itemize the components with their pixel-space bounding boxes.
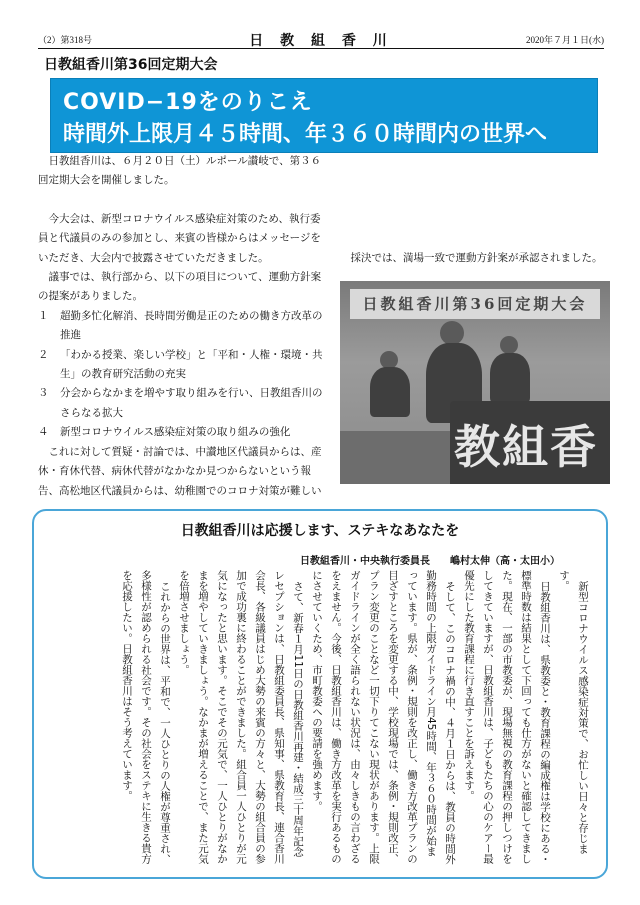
headline-banner — [50, 78, 598, 153]
issue-date: 2020年７月１日(水) — [526, 35, 604, 45]
agenda-item-number: ２ — [38, 348, 49, 361]
agenda-item — [38, 384, 328, 423]
event-title: 日教組香川第36回定期大会 — [44, 57, 218, 73]
person-head — [500, 336, 518, 354]
message-paragraph: そして、このコロナ禍の中、４月１日からは、教員の時間外勤務時間の上限ガイドライン月45時間、年３６０時間が始まっています。県が、条例・規則を改正し、働き方改革プランの目ざすところを変更する中、学校現場では、条例・規則改正、プラン変更のことなど一切下りてこない現状があります。上限ガイドラインが全く語られない状況は、由々しきもの言わざるをえません。今後、日教組香川は、働き方改革を実行あるものにさせていくため、市町教委への要請を強めます。 — [311, 570, 456, 864]
agenda-item-text: 新型コロナウイルス感染症対策の取り組みの強化 — [60, 426, 291, 439]
agenda-item-text: 超勤多忙化解消、長時間労働是正のための働き方改革の推進 — [60, 309, 323, 342]
message-title: 日教組香川は応援します、ステキなあなたを — [180, 523, 460, 539]
photo-union-banner — [450, 401, 610, 484]
message-paragraph: 日教組香川は、県教委と・教育課程の編成権は学校にある・標準時数は結果として下回っても仕方がないと確認してきました。現在、一部の市教委が、現場無視の教育課程の押しつけをしてきていますが、日教組香川は、子どもたちの心のケアー最優先にした教育課程に行き直すことを訴えます。 — [463, 570, 551, 864]
agenda-item — [38, 423, 328, 442]
agenda-item — [38, 346, 328, 385]
person-figure — [490, 353, 530, 403]
photo-banner-text: 教組香 — [454, 420, 598, 474]
convention-photo — [340, 281, 610, 484]
message-paragraph: これからの世界は、平和で、一人ひとりの人権が尊重され、多様性が認められる社会です。その社会をステキに生きる貴方を応援したい。日教組香川はそう考えています。 — [121, 570, 171, 864]
agenda-item — [38, 307, 328, 346]
person-figure — [370, 367, 410, 417]
article-paragraph-closing: 採決では、満場一致で運動方針案が承認されました。 — [350, 252, 603, 264]
article-column-right — [340, 152, 610, 268]
headline-line-1: COVID−19をのりこえ — [63, 90, 313, 115]
issue-number: （2）第318号 — [38, 35, 93, 45]
agenda-item-number: ４ — [38, 426, 49, 439]
page-header — [38, 30, 604, 49]
photo-stage-sign: 日教組香川第36回定期大会 — [350, 289, 600, 319]
message-author — [300, 552, 560, 567]
person-head — [440, 321, 464, 345]
author-role: 日教組香川・中央執行委員長 — [300, 556, 430, 567]
message-paragraph: 新型コロナウイルス感染症対策で、お忙しい日々と存じます。 — [558, 570, 589, 854]
agenda-item-number: ３ — [38, 387, 49, 400]
headline-line-2: 時間外上限月４５時間、年３６０時間内の世界へ — [63, 122, 548, 147]
article-paragraph: 議事では、執行部から、以下の項目について、運動方針案の提案がありました。 — [38, 271, 322, 303]
author-name: 嶋村太伸（高・太田小） — [450, 556, 560, 567]
article-column-left — [38, 152, 328, 501]
agenda-item-text: 分会からなかまを増やす取り組みを行い、日教組香川のさらなる拡大 — [60, 387, 323, 419]
message-paragraph: さて、新春１月11日の日教組香川再建・結成三十周年記念レセプションは、日教組委員長、県知事、県教育長、連合香川会長、各級議員はじめ大勢の来賓の方々と、大勢の組合員の参加で成功裏に終わることができました。組合員一人ひとりが元気になったと思います。そこでその元気で、一人ひとりがなかまを増やしていきましょう。なかまが増えることで、また元気を倍増させましょう。 — [178, 570, 304, 864]
message-body-vertical — [117, 570, 592, 866]
masthead: 日 教 組 香 川 — [249, 33, 393, 49]
agenda-item-number: １ — [38, 309, 49, 322]
article-paragraph: これに対して質疑・討論では、中讃地区代議員からは、産休・育休代替、病休代替がなかなか見つからないという報告、高松地区代議員からは、幼稚園でのコロナ対策が難しい — [38, 445, 322, 497]
agenda-item-text: 「わかる授業、楽しい学校」と「平和・人権・環境・共生」の教育研究活動の充実 — [60, 348, 323, 381]
article-paragraph: 今大会は、新型コロナウイルス感染症対策のため、執行委員と代議員のみの参加とし、来賓の皆様からはメッセージをいただき、大会内で披露させていただきました。 — [38, 212, 321, 264]
article-paragraph: 日教組香川は、６月２０日（土）ルポール讃岐で、第３６回定期大会を開催しました。 — [38, 155, 322, 187]
